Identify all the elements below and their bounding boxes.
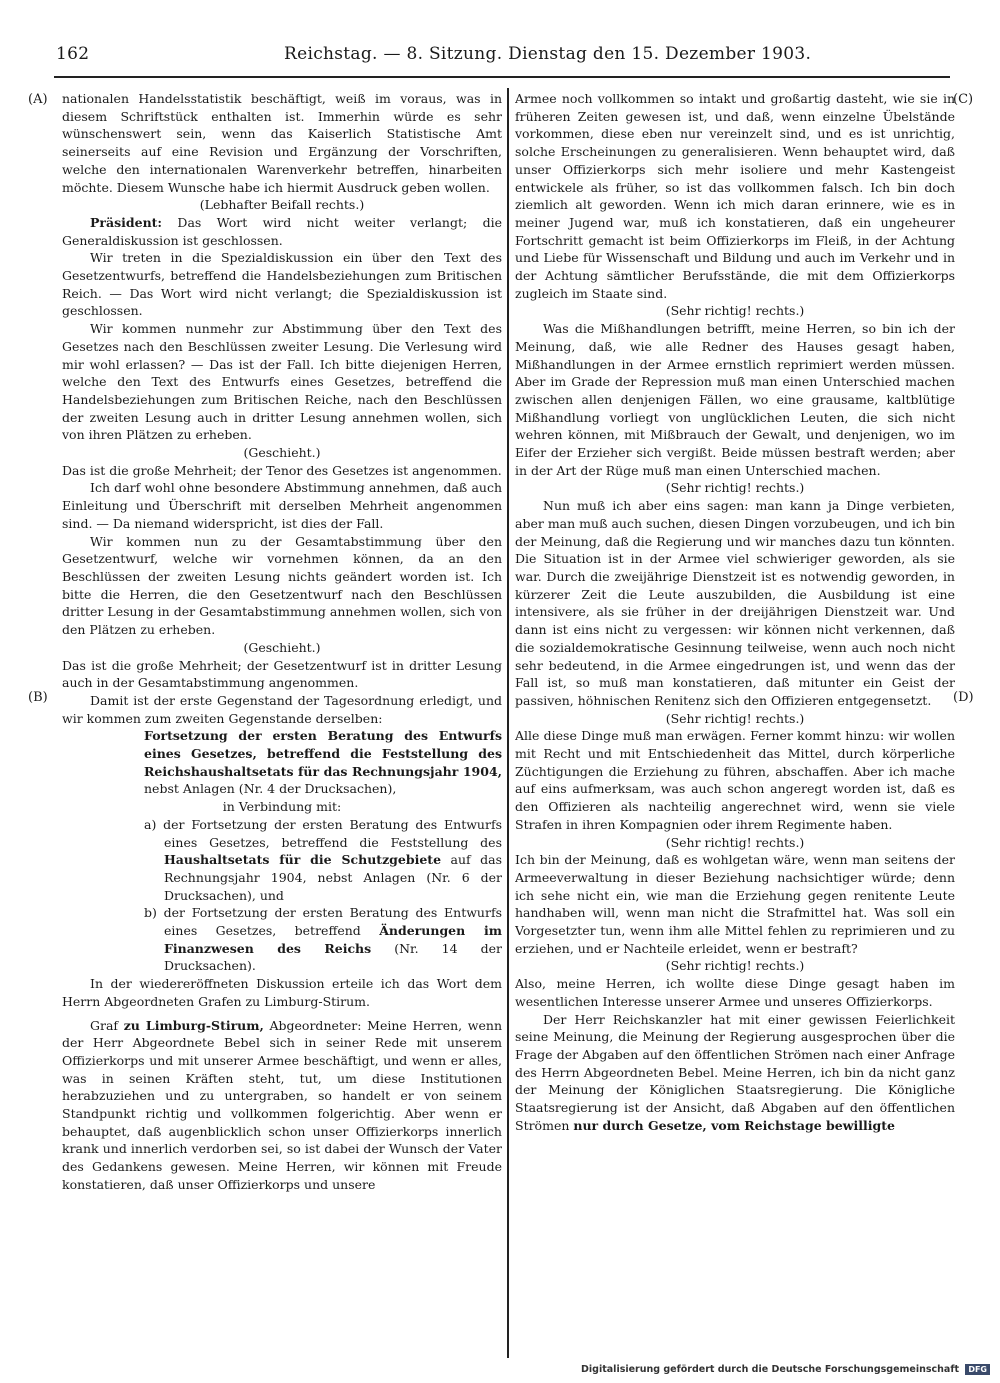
dfg-logo: DFG (965, 1364, 990, 1375)
speaker-name: zu Limburg-Stirum, (123, 1017, 264, 1033)
paragraph: Nun muß ich aber eins sagen: man kann ja Dinge verbieten, aber man muß auch suchen, diesen Dingen vorzubeugen, und ich bin der Meinung, daß die Regierung und wir manches dazu tun könnten. Die Situation ist in der Armee viel schwieriger geworden, als sie war. Durch die zweijährige Dienstzeit ist es notwendig geworden, in kürzerer Zeit die Leute auszubilden, die Ausbildung ist eine intensivere, als sie früher in der dreijährigen Dienstzeit war. Und dann ist eins nicht zu vergessen: wir können nicht verkennen, daß die sozialdemokratische Gesinnung teilweise, wenn auch noch nicht sehr bedeutend, in die Armee eingedrungen ist, und wenn das der Fall ist, so muß man konstatieren, daß mitunter ein Geist der passiven, höhnischen Renitenz sich den Offizieren entgegensetzt. (515, 498, 955, 708)
left-column (62, 90, 502, 1352)
interjection: (Geschieht.) (243, 639, 321, 655)
paragraph: Wir kommen nunmehr zur Abstimmung über den Text des Gesetzes nach den Beschlüssen zweiter Lesung. Die Verlesung wird mir wohl erlassen? — Das ist der Fall. Ich bitte diejenigen Herren, welche den Text des Entwurfs eines Gesetzes, betreffend die Handelsbeziehungen zum Britischen Reiche, nach den Beschlüssen der zweiten Lesung auch in dritter Lesung annehmen wollen, sich von ihren Plätzen zu erheben. (62, 321, 502, 443)
column-divider (507, 88, 509, 1358)
paragraph: Das ist die große Mehrheit; der Tenor des Gesetzes ist angenommen. (62, 462, 502, 478)
subitem-text: (Nr. 14 der Drucksachen). (164, 940, 502, 974)
margin-marker-d: (D) (953, 690, 974, 705)
page-number: 162 (56, 44, 90, 64)
paragraph: nationalen Handelsstatistik beschäftigt, weiß im voraus, was in diesem Schriftstück enthalten ist. Immerhin würde es sehr wünschenswert sein, wenn das Kaiserlich Statistische Amt seinerseits auf eine Revision und Ergänzung der Vorschriften, welche den internationalen Warenverkehr betreffen, hinarbeiten möchte. Diesem Wunsche habe ich hiermit Ausdruck geben wollen. (62, 91, 502, 195)
paragraph: Ich bin der Meinung, daß es wohlgetan wäre, wenn man seitens der Armeeverwaltung in dieser Beziehung nachsichtiger würde; denn ich sehe nicht ein, wie man die Erziehung gegen renitente Leute handhaben will, wenn man nicht die Strafmittel hat. Was soll ein Vorgesetzter tun, wenn ihm alle Mittel fehlen zu reprimieren und zu erziehen, und er Nachteile erleidet, wenn er bestraft? (515, 852, 955, 956)
paragraph: Also, meine Herren, ich wollte diese Dinge gesagt haben im wesentlichen Interesse unserer Armee und unseres Offizierkorps. (515, 976, 955, 1009)
paragraph: Damit ist der erste Gegenstand der Tagesordnung erledigt, und wir kommen zum zweiten Gegenstande derselben: (62, 692, 502, 726)
footer-text: Digitalisierung gefördert durch die Deutsche Forschungsgemeinschaft (581, 1364, 960, 1375)
subitem-text: auf das Rechnungsjahr 1904, nebst Anlagen (Nr. 6 der Drucksachen), und (164, 852, 502, 903)
interjection: (Sehr richtig! rechts.) (665, 480, 805, 496)
interjection: (Sehr richtig! rechts.) (665, 710, 805, 726)
agenda-subitem-b (144, 904, 502, 975)
speaker-title: Graf (90, 1017, 124, 1033)
subitem-bold: Haushaltsetats für die Schutzgebiete (164, 852, 442, 868)
paragraph: Was die Mißhandlungen betrifft, meine Herren, so bin ich der Meinung, daß, wie alle Redner des Hauses gesagt haben, Mißhandlungen in der Armee ernstlich reprimiert werden müssen. Aber im Grade der Repression muß man einen Unterschied machen zwischen allen denjenigen Fällen, wo eine grausame, kaltblütige Mißhandlung vorliegt von unglücklichen Leuten, die sich nicht wehren können, mit Mißbrauch der Gewalt, und denjenigen, wo im Eifer der Erzieher sich vergißt. Beide müssen bestraft werden; aber in der Art der Rüge muß man einen Unterschied machen. (515, 321, 955, 478)
footer-credit (580, 1364, 990, 1378)
paragraph (515, 1011, 955, 1135)
agenda-connector: in Verbindung mit: (222, 799, 342, 815)
speaker-paragraph (62, 214, 502, 249)
paragraph-bold: nur durch Gesetze, vom Reichstage bewilligte (573, 1117, 895, 1133)
agenda-item-title: Fortsetzung der ersten Beratung des Entwurfs eines Gesetzes, betreffend die Feststellung des Reichshaushaltsetats für das Rechnungsjahr 1904, (144, 728, 502, 779)
agenda-item (144, 727, 502, 798)
subitem-text: a) der Fortsetzung der ersten Beratung des Entwurfs eines Gesetzes, betreffend die Feststellung des (144, 816, 502, 850)
margin-marker-a: (A) (28, 92, 48, 107)
paragraph: Ich darf wohl ohne besondere Abstimmung annehmen, daß auch Einleitung und Überschrift mit derselben Mehrheit angenommen sind. — Da niemand widerspricht, ist dies der Fall. (62, 480, 502, 531)
agenda-subitem-a (144, 816, 502, 905)
paragraph: Alle diese Dinge muß man erwägen. Ferner kommt hinzu: wir wollen mit Recht und mit Entschiedenheit das Mittel, durch körperliche Züchtigungen die Erziehung zu führen, abschaffen. Aber ich mache auf eins aufmerksam, was auch schon angeregt worden ist, daß es den Offizieren als nachteilig angerechnet wird, wenn sie viele Strafen in ihren Kompagnien oder ihrem Regimente haben. (515, 728, 955, 832)
agenda-item-rest: nebst Anlagen (Nr. 4 der Drucksachen), (144, 781, 397, 797)
header-rule (54, 76, 950, 78)
paragraph: Das ist die große Mehrheit; der Gesetzentwurf ist in dritter Lesung auch in der Gesamtabstimmung angenommen. (62, 657, 502, 691)
right-column (515, 90, 955, 1352)
speech-text: Das Wort wird nicht weiter verlangt; die Generaldiskussion ist geschlossen. (62, 214, 502, 248)
header-title: Reichstag. — 8. Sitzung. Dienstag den 15. Dezember 1903. (284, 44, 812, 64)
interjection: (Sehr richtig! rechts.) (665, 834, 805, 850)
paragraph: In der wiedereröffneten Diskussion erteile ich das Wort dem Herrn Abgeordneten Grafen zu Limburg-Stirum. (62, 976, 502, 1009)
subitem-text: b) der Fortsetzung der ersten Beratung des Entwurfs eines Gesetzes, betreffend (144, 905, 502, 939)
paragraph-text: Der Herr Reichskanzler hat mit einer gewissen Feierlichkeit seine Meinung, die Meinung der Regierung ausgesprochen über die Frage der Abgaben auf den öffentlichen Strömen nach einer Anfrage des Herrn Abgeordneten Bebel. Meine Herren, ich bin da nicht ganz der Meinung der Königlichen Staatsregierung. Die Königliche Staatsregierung ist der Ansicht, daß Abgaben auf den öffentlichen Strömen (515, 1011, 955, 1133)
paragraph: Wir treten in die Spezialdiskussion ein über den Text des Gesetzentwurfs, betreffend die Handelsbeziehungen zum Britischen Reich. — Das Wort wird nicht verlangt; die Spezialdiskussion ist geschlossen. (62, 250, 502, 319)
speaker-paragraph (62, 1017, 502, 1194)
page-header (56, 42, 946, 70)
subitem-bold: Änderungen im Finanzwesen des Reichs (164, 923, 502, 956)
margin-marker-c: (C) (953, 92, 974, 107)
interjection: (Geschieht.) (243, 445, 321, 461)
interjection: (Sehr richtig! rechts.) (665, 303, 805, 319)
interjection: (Lebhafter Beifall rechts.) (199, 197, 365, 213)
speech-text: Abgeordneter: Meine Herren, wenn der Herr Abgeordnete Bebel sich in seiner Rede mit unserem Offizierkorps und mit unserer Armee beschäftigt, und wenn er alles, was in seinen Kräften steht, tut, um diese Institutionen herabzuziehen und zu untergraben, so handelt er von seinem Standpunkt richtig und vollkommen folgerichtig. Aber wenn er behauptet, daß augenblicklich schon unser Offizierkorps innerlich krank und innerlich verdorben sei, so ist dabei der Wunsch der Vater des Gedankens gewesen. Meine Herren, wir können mit Freude konstatieren, daß unser Offizierkorps und unsere (62, 1017, 502, 1192)
interjection: (Sehr richtig! rechts.) (665, 958, 805, 974)
speaker-name: Präsident: (90, 214, 163, 230)
paragraph: Armee noch vollkommen so intakt und großartig dasteht, wie sie in früheren Zeiten gewesen ist, und daß, wenn einzelne Übelstände vorkommen, diese eben nur vereinzelt sind, und es ist unrichtig, solche Erscheinungen zu generalisieren. Wenn behauptet wird, daß unser Offizierkorps sich mehr isoliere und mehr Kastengeist entwickele als früher, so ist das vollkommen falsch. Ich bin doch ziemlich alt geworden. Wenn ich mich daran erinnere, wie es in meiner Jugend war, muß ich konstatieren, daß ein ungeheurer Fortschritt gemacht ist beim Offizierkorps im Fleiß, in der Achtung und Liebe für Wissenschaft und Bildung und auch im Verkehr und in der Achtung sämtlicher Berufsstände, die mit dem Offizierkorps zugleich im Staate sind. (515, 91, 955, 301)
margin-marker-b: (B) (28, 690, 48, 705)
paragraph: Wir kommen nun zu der Gesamtabstimmung über den Gesetzentwurf, welche wir vornehmen können, da an den Beschlüssen der zweiten Lesung nichts geändert worden ist. Ich bitte die Herren, die den Gesetzentwurf nach den Beschlüssen dritter Lesung in der Gesamtabstimmung annehmen wollen, sich von den Plätzen zu erheben. (62, 533, 502, 638)
